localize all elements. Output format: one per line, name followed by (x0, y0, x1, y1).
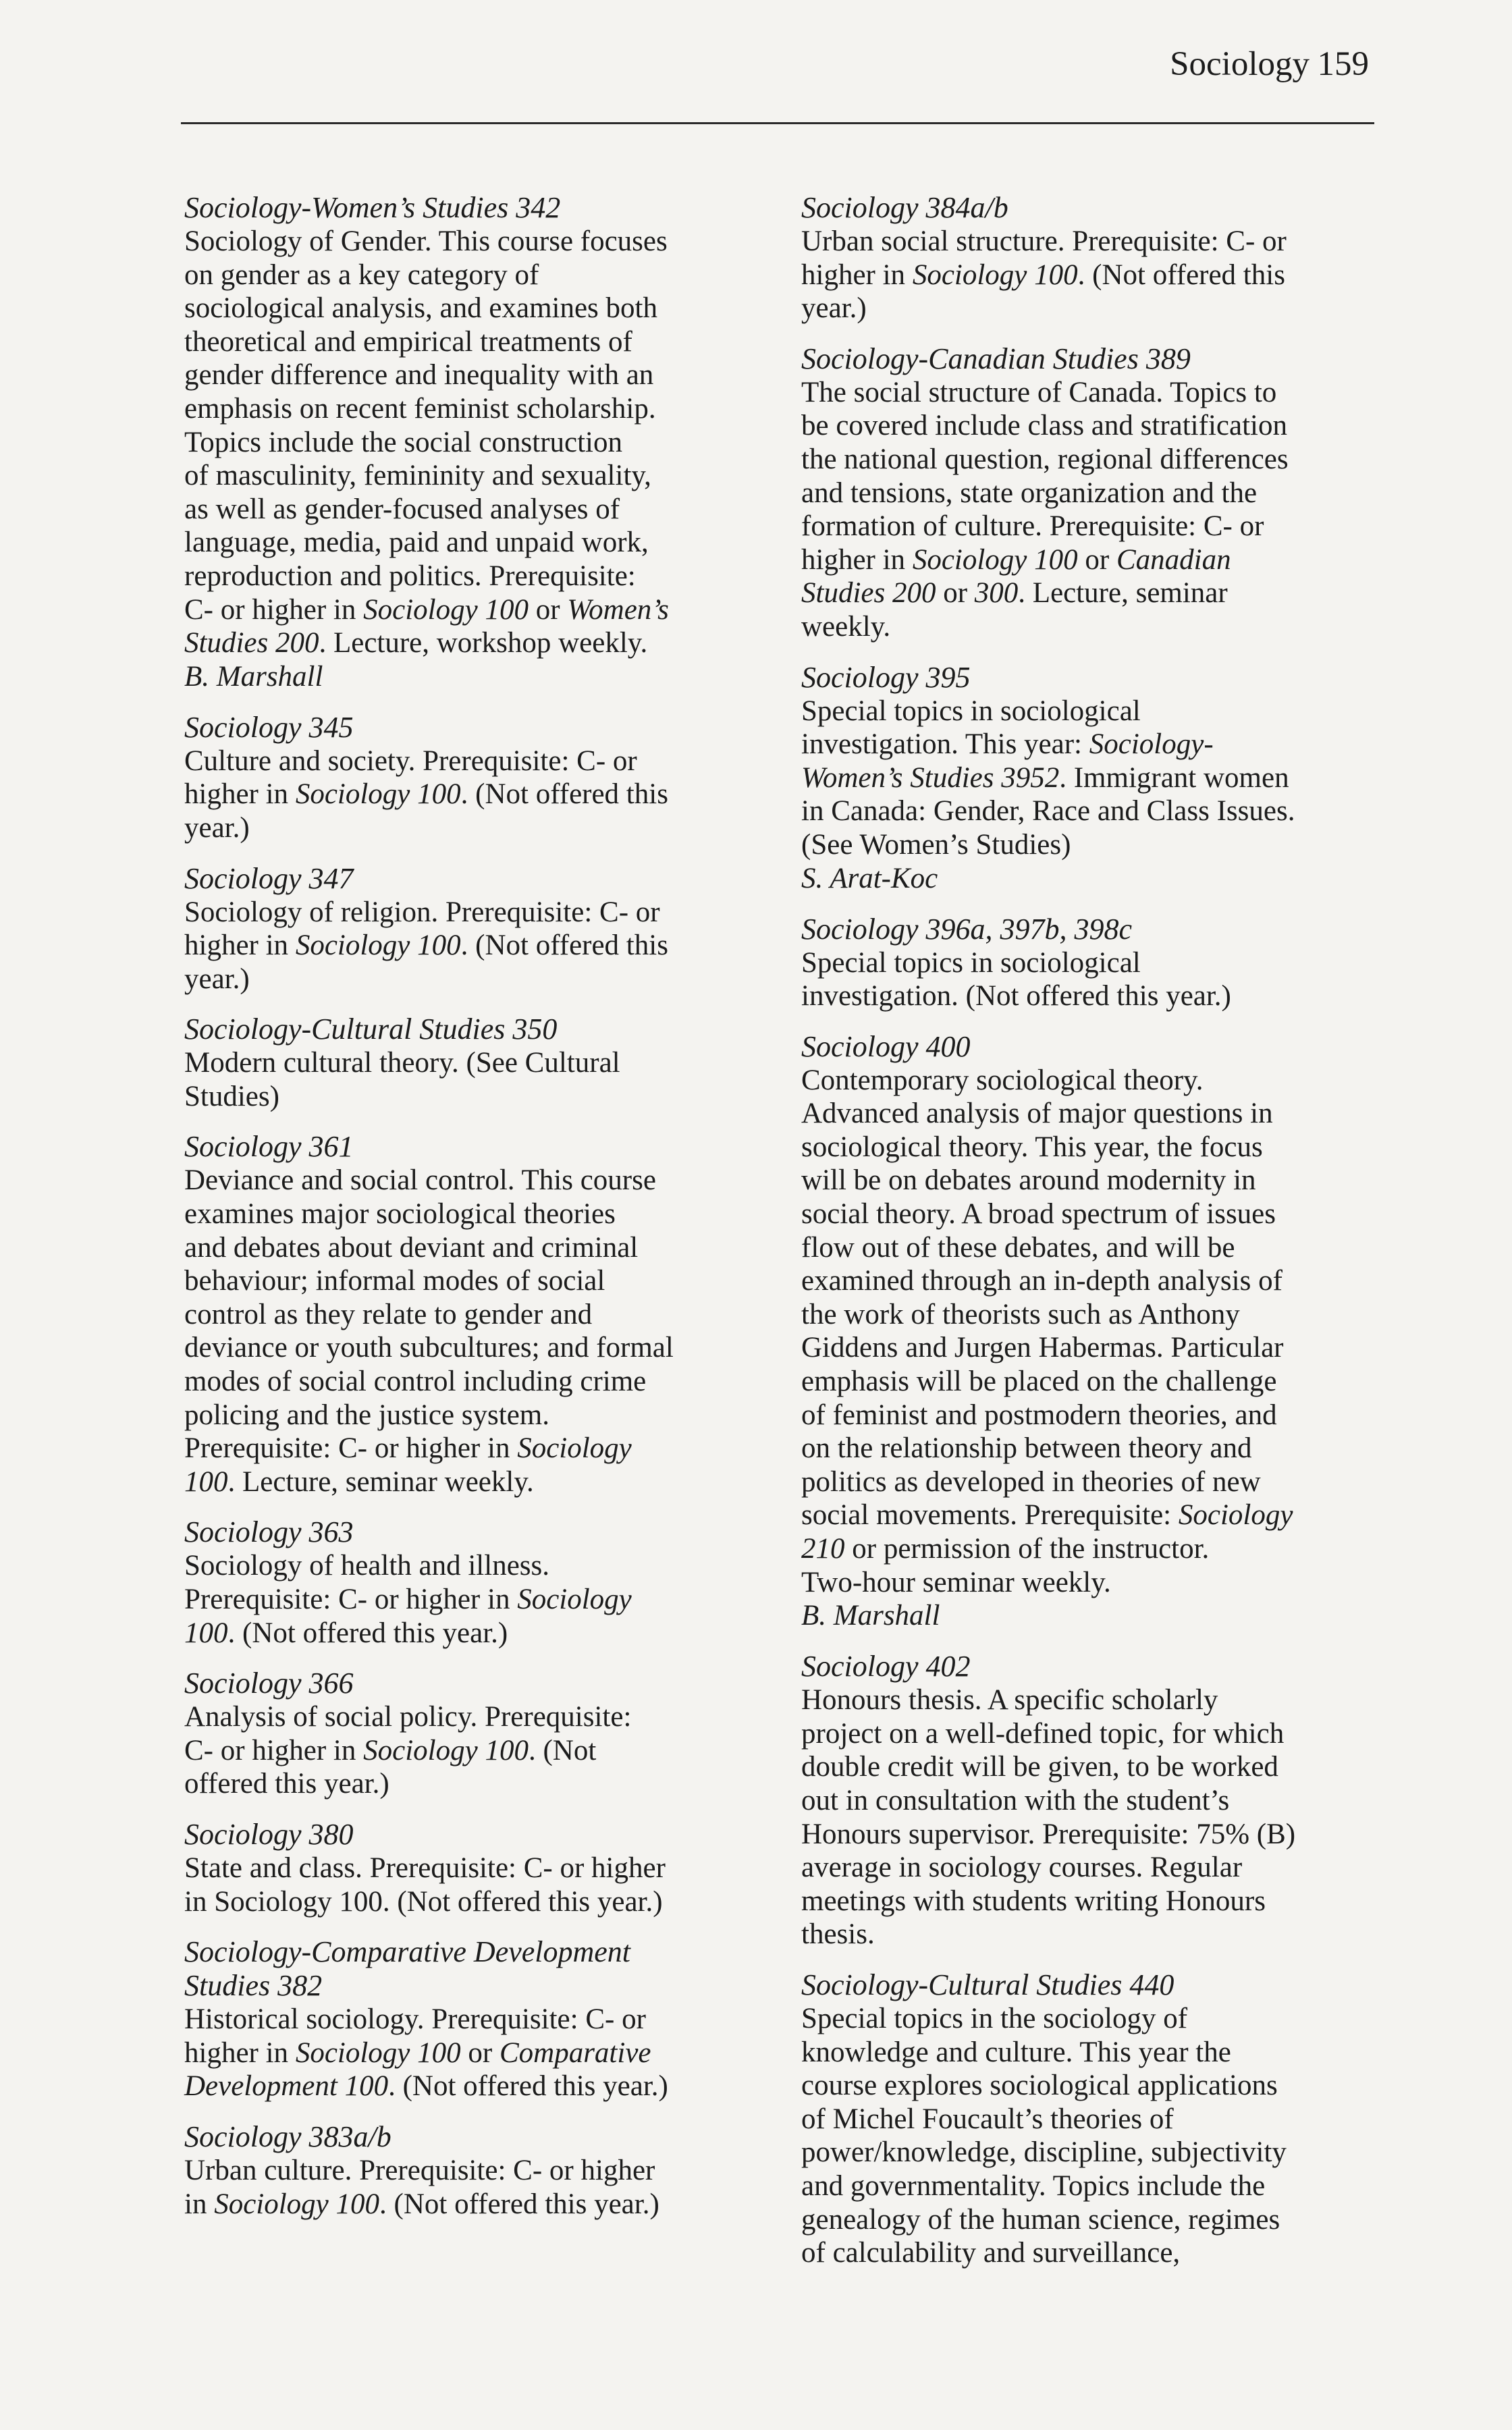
description-text: or (528, 593, 568, 626)
course-title: Sociology 396a, 397b, 398c (801, 912, 1133, 946)
left-column (184, 191, 765, 2238)
section-title: Sociology (1170, 45, 1310, 83)
course-description (184, 1046, 765, 1113)
course-reference: Canadian Studies 200 (801, 543, 1231, 610)
description-text: . (Not offered this year.) (801, 259, 1285, 325)
description-text: Honours thesis. A specific scholarly project on a well-defined topic, for which double credit will be given, to be worked out in consultation with the student’s Honours supervisor. Prerequisite: 75% (B) average in sociology courses. Regular meetings with students writing Honours thesis. (801, 1684, 1296, 1951)
course-instructor: B. Marshall (184, 660, 323, 693)
course-entry (184, 1130, 765, 1498)
course-reference: Sociology 100 (912, 543, 1078, 576)
course-description (184, 1700, 765, 1801)
description-text: Urban culture. Prerequisite: C- or higher in (184, 2154, 655, 2220)
course-title: Sociology-Cultural Studies 440 (801, 1968, 1174, 2001)
course-entry (184, 1935, 765, 2103)
course-reference: Sociology 100 (184, 1432, 632, 1498)
course-description (801, 946, 1382, 1013)
description-text: or permission of the instructor. Two-hour seminar weekly. (801, 1533, 1210, 1598)
description-text: Sociology of health and illness. Prerequisite: C- or higher in (184, 1550, 550, 1615)
course-title: Sociology-Women’s Studies 342 (184, 191, 561, 224)
course-title: Sociology 366 (184, 1667, 354, 1700)
description-text: Deviance and social control. This course examines major sociological theories and debates about deviant and criminal behaviour; informal modes of social control as they relate to gender and deviance or youth subcultures; and formal modes of social control including crime policing and the justice system. Prerequisite: C- or higher in (184, 1164, 674, 1465)
course-reference: Sociology 100 (295, 2036, 461, 2069)
course-reference: Sociology 100 (295, 929, 461, 962)
course-reference: Sociology- Women’s Studies 3952 (801, 728, 1214, 794)
course-instructor: B. Marshall (801, 1600, 940, 1632)
course-entry (184, 1515, 765, 1650)
description-text: . (Not offered this year.) (184, 1734, 597, 1800)
course-title: Sociology 402 (801, 1650, 971, 1683)
course-reference: Sociology 100 (214, 2188, 380, 2220)
course-title: Sociology 395 (801, 660, 971, 694)
description-text: or (936, 577, 975, 610)
course-title: Sociology 383a/b (184, 2120, 392, 2153)
course-reference: Sociology 100 (184, 1584, 632, 1649)
description-text: . (Not offered this year.) (184, 929, 668, 995)
description-text: . Immigrant women in Canada: Gender, Race and Class Issues. (See Women’s Studies) (801, 761, 1295, 861)
description-text: . Lecture, workshop weekly. (319, 627, 648, 659)
course-description (801, 376, 1382, 644)
course-entry (184, 1667, 765, 1801)
description-text: Sociology of religion. Prerequisite: C- or higher in (184, 896, 660, 962)
description-text: State and class. Prerequisite: C- or higher in Sociology 100. (Not offered this year.) (184, 1852, 666, 1918)
course-description (801, 1064, 1382, 1600)
description-text: . (Not offered this year.) (184, 778, 668, 844)
course-description (184, 2003, 765, 2103)
course-reference: Sociology 100 (363, 593, 529, 626)
course-title: Sociology 347 (184, 861, 354, 895)
course-description (184, 2154, 765, 2221)
course-entry (184, 711, 765, 845)
description-text: Culture and society. Prerequisite: C- or higher in (184, 745, 637, 811)
description-text: The social structure of Canada. Topics to be covered include class and stratification the national question, regional differences and tensions, state organization and the formation of culture. Prerequisite: C- or higher in (801, 376, 1289, 576)
header-rule (181, 122, 1374, 124)
course-title: Sociology-Canadian Studies 389 (801, 342, 1191, 375)
description-text: Special topics in the sociology of knowledge and culture. This year the course explores sociological applications of Michel Foucault’s theories of power/knowledge, discipline, subjectivity and governmentality. Topics include the genealogy of the human science, regimes of calculability and surveillance, (801, 2002, 1287, 2269)
course-description (184, 1852, 765, 1918)
course-reference: Sociology 100 (363, 1734, 529, 1766)
course-description (184, 745, 765, 845)
course-description (801, 2002, 1382, 2270)
course-reference: Women’s Studies 200 (184, 593, 669, 659)
description-text: or (1077, 543, 1116, 576)
course-entry (184, 1013, 765, 1113)
course-description (184, 225, 765, 660)
course-reference: Comparative Development 100 (184, 2036, 651, 2103)
course-description (184, 1164, 765, 1498)
description-text: Special topics in sociological investigation. This year: (801, 695, 1141, 761)
description-text: . Lecture, seminar weekly. (227, 1465, 534, 1498)
description-text: or (460, 2036, 500, 2069)
course-reference: 300 (974, 577, 1019, 610)
course-description (801, 1683, 1382, 1951)
course-description (801, 695, 1382, 862)
course-entry (801, 661, 1382, 896)
course-entry (184, 191, 765, 694)
description-text: Urban social structure. Prerequisite: C- or higher in (801, 225, 1287, 291)
course-entry (184, 2120, 765, 2221)
description-text: . (Not offered this year.) (227, 1617, 508, 1649)
course-title: Sociology 384a/b (801, 191, 1008, 224)
course-instructor: S. Arat-Koc (801, 862, 938, 894)
course-description (801, 225, 1382, 325)
course-title: Sociology 400 (801, 1029, 971, 1063)
course-description (184, 896, 765, 996)
course-reference: Sociology 100 (912, 259, 1078, 291)
running-head (0, 40, 1512, 88)
course-title: Sociology 380 (184, 1817, 354, 1851)
course-reference: Sociology 210 (801, 1499, 1293, 1565)
course-entry (801, 1030, 1382, 1634)
course-title: Sociology 363 (184, 1515, 354, 1549)
course-title: Sociology-Cultural Studies 350 (184, 1013, 558, 1046)
description-text: Analysis of social policy. Prerequisite: C- or higher in (184, 1701, 632, 1766)
description-text: Special topics in sociological investigation. (Not offered this year.) (801, 946, 1231, 1013)
description-text: . (Not offered this year.) (379, 2188, 659, 2220)
course-entry (801, 1968, 1382, 2270)
right-column (801, 191, 1382, 2287)
course-title: Sociology-Comparative Development Studies 382 (184, 1935, 631, 2003)
description-text: Historical sociology. Prerequisite: C- or higher in (184, 2003, 646, 2069)
course-description (184, 1549, 765, 1650)
course-title: Sociology 345 (184, 710, 354, 744)
description-text: Sociology of Gender. This course focuses on gender as a key category of sociological analysis, and examines both theoretical and empirical treatments of gender difference and inequality with an emphasis on recent feminist scholarship. Topics include the social construction of masculinity, femininity and sexuality, as well as gender-focused analyses of language, media, paid and unpaid work, reproduction and politics. Prerequisite: C- or higher in (184, 225, 668, 626)
page-number: 159 (1317, 45, 1369, 83)
course-entry (184, 862, 765, 996)
course-reference: Sociology 100 (295, 778, 461, 811)
course-title: Sociology 361 (184, 1130, 354, 1164)
description-text: . Lecture, seminar weekly. (801, 577, 1228, 643)
course-entry (801, 342, 1382, 644)
description-text: . (Not offered this year.) (388, 2070, 668, 2103)
course-entry (184, 1818, 765, 1918)
description-text: Modern cultural theory. (See Cultural Studies) (184, 1047, 620, 1112)
description-text: Contemporary sociological theory. Advanced analysis of major questions in sociological theory. This year, the focus will be on debates around modernity in social theory. A broad spectrum of issues flow out of these debates, and will be examined through an in-depth analysis of the work of theorists such as Anthony Giddens and Jurgen Habermas. Particular emphasis will be placed on the challenge of feminist and postmodern theories, and on the relationship between theory and politics as developed in theories of new social movements. Prerequisite: (801, 1064, 1284, 1532)
course-entry (801, 191, 1382, 325)
course-entry (801, 913, 1382, 1013)
course-entry (801, 1650, 1382, 1951)
